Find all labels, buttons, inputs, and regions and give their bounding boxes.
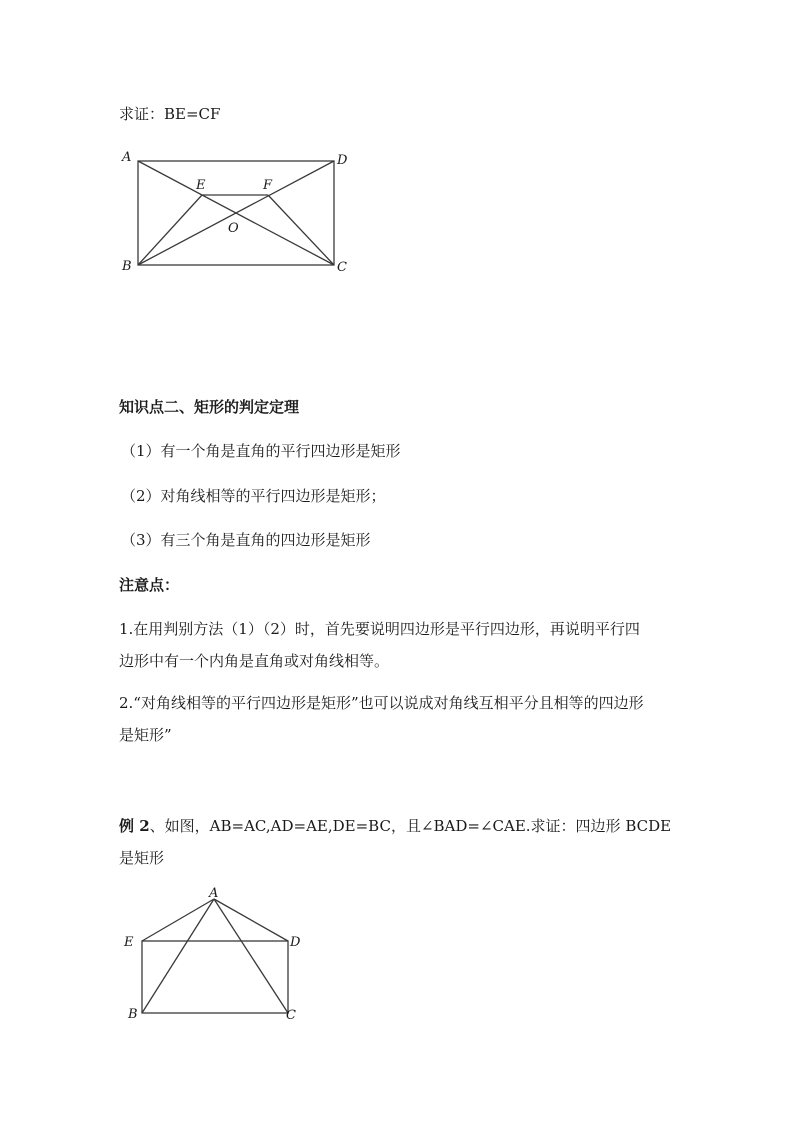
segment-ac [214,899,288,1013]
label-c: C [286,1008,296,1023]
segment-ad [214,899,288,941]
label-d: D [290,935,301,950]
rectangle-bcde [142,941,288,1013]
example-2-line-1 [119,815,671,836]
theorem-item-1: （1）有一个角是直角的平行四边形是矩形 [121,442,401,460]
rectangle-diagram [118,146,358,276]
segment-ab [142,899,214,1013]
notes-heading: 注意点： [119,576,180,594]
label-a: A [122,150,132,165]
theorem-item-2: （2）对角线相等的平行四边形是矩形； [121,487,386,505]
section-heading: 知识点二、矩形的判定定理 [119,398,300,416]
label-f: F [263,178,273,193]
segment-ae [142,899,214,941]
label-b: B [122,259,132,274]
label-c: C [337,260,347,275]
label-a: A [209,886,219,901]
example-text: 、如图，AB=AC,AD=AE,DE=BC，且∠BAD=∠CAE.求证：四边形 BCDE [149,817,672,835]
theorem-item-3: （3）有三个角是直角的四边形是矩形 [121,531,371,549]
note-2-line-2: 是矩形” [119,726,172,744]
label-o: O [228,221,239,236]
example-2-line-2: 是矩形 [119,849,165,867]
quadrilateral-diagram [118,884,318,1024]
segment-cf [268,195,334,265]
prove-statement: 求证：BE=CF [119,105,221,123]
segment-be [138,195,202,265]
label-d: D [337,153,348,168]
label-b: B [128,1007,138,1022]
example-label: 例 2 [119,817,150,835]
note-2-line-1: 2.“对角线相等的平行四边形是矩形”也可以说成对角线互相平分且相等的四边形 [119,694,644,712]
note-1-line-1: 1.在用判别方法（1）（2）时，首先要说明四边形是平行四边形，再说明平行四 [119,620,640,638]
label-e: E [124,935,134,950]
note-1-line-2: 边形中有一个内角是直角或对角线相等。 [119,652,390,670]
label-e: E [196,178,206,193]
